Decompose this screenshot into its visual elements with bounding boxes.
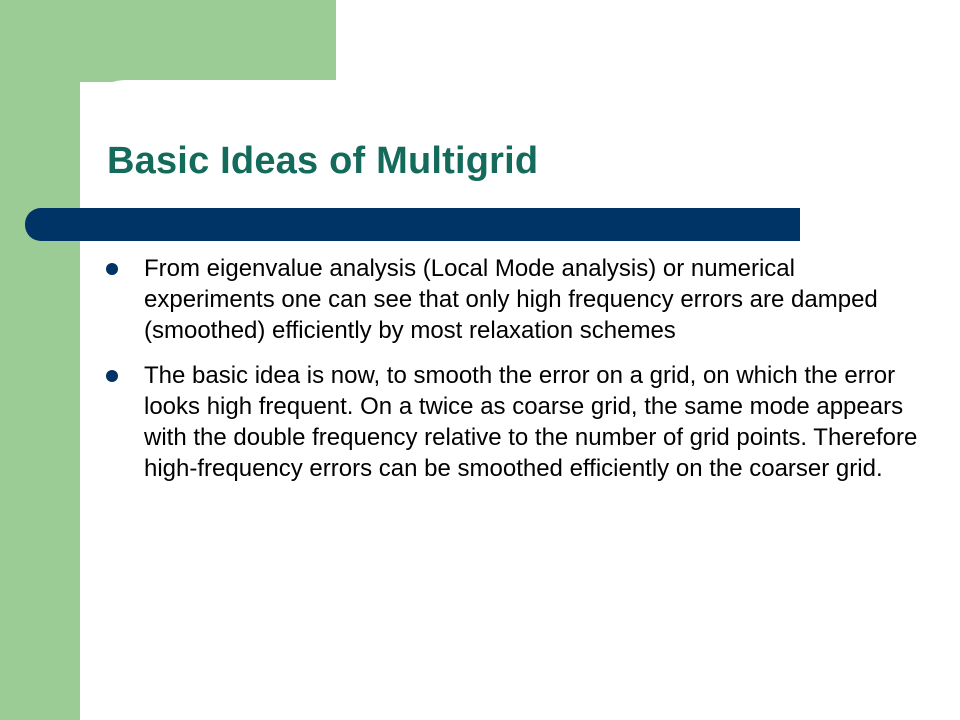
bullet-text: From eigenvalue analysis (Local Mode analysis) or numerical experiments one can see that only high frequency errors are damped (smoothed) efficiently by most relaxation schemes bbox=[144, 255, 878, 344]
bullet-dot-icon bbox=[106, 263, 118, 275]
bullet-item bbox=[104, 253, 919, 346]
left-accent-bar bbox=[0, 0, 80, 720]
bullet-text: The basic idea is now, to smooth the error on a grid, on which the error looks high frequent. On a twice as coarse grid, the same mode appears with the double frequency relative to the number of grid points. Therefore high-frequency errors can be smoothed efficiently on the coarser grid. bbox=[144, 362, 918, 482]
bullet-list bbox=[104, 253, 919, 498]
title-underline-bar bbox=[25, 208, 800, 241]
top-accent-block bbox=[0, 0, 336, 82]
bullet-dot-icon bbox=[106, 370, 118, 382]
bullet-item bbox=[104, 360, 919, 484]
slide-title: Basic Ideas of Multigrid bbox=[107, 140, 539, 182]
